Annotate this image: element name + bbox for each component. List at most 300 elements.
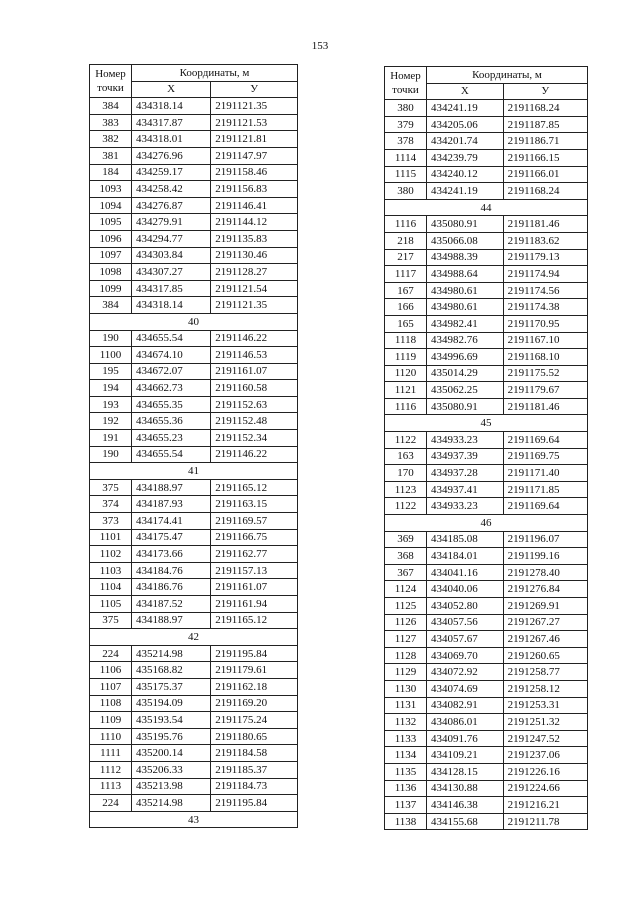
point-number: 378: [385, 133, 427, 150]
y-coordinate: 2191171.40: [503, 465, 587, 482]
x-coordinate: 434074.69: [427, 680, 504, 697]
x-coordinate: 435206.33: [132, 761, 211, 778]
table-row: [385, 647, 588, 664]
x-coordinate: 434239.79: [427, 149, 504, 166]
point-number: 1111: [90, 745, 132, 762]
table-row: [385, 299, 588, 316]
table-row: [90, 662, 298, 679]
table-row: [385, 598, 588, 615]
table-row: [385, 813, 588, 830]
y-coordinate: 2191196.07: [503, 531, 587, 548]
table-row: [385, 133, 588, 150]
table-row: [90, 612, 298, 629]
y-coordinate: 2191174.94: [503, 266, 587, 283]
point-number: 1108: [90, 695, 132, 712]
table-row: [385, 697, 588, 714]
table-row: [385, 531, 588, 548]
table-row: [90, 147, 298, 164]
x-coordinate: 434655.36: [132, 413, 211, 430]
y-coordinate: 2191171.85: [503, 481, 587, 498]
y-coordinate: 2191168.24: [503, 100, 587, 117]
x-coordinate: 434069.70: [427, 647, 504, 664]
x-coordinate: 434933.23: [427, 432, 504, 449]
y-coordinate: 2191199.16: [503, 548, 587, 565]
y-coordinate: 2191152.48: [211, 413, 298, 430]
x-coordinate: 434318.01: [132, 131, 211, 148]
point-number: 1118: [385, 332, 427, 349]
y-coordinate: 2191258.77: [503, 664, 587, 681]
y-coordinate: 2191258.12: [503, 680, 587, 697]
table-row: [90, 297, 298, 314]
table-row: [385, 548, 588, 565]
x-coordinate: 435195.76: [132, 728, 211, 745]
table-row: [385, 780, 588, 797]
y-coordinate: 2191165.12: [211, 612, 298, 629]
y-coordinate: 2191161.07: [211, 579, 298, 596]
x-coordinate: 434184.76: [132, 562, 211, 579]
table-row: [90, 98, 298, 115]
point-number: 163: [385, 448, 427, 465]
x-coordinate: 434175.47: [132, 529, 211, 546]
y-coordinate: 2191174.38: [503, 299, 587, 316]
y-coordinate: 2191161.07: [211, 363, 298, 380]
y-coordinate: 2191184.73: [211, 778, 298, 795]
y-coordinate: 2191179.13: [503, 249, 587, 266]
section-number: 46: [385, 515, 588, 532]
point-number: 1122: [385, 498, 427, 515]
y-coordinate: 2191278.40: [503, 564, 587, 581]
x-coordinate: 434996.69: [427, 349, 504, 366]
header-coordinates: Координаты, м: [132, 65, 298, 82]
section-number: 41: [90, 463, 298, 480]
y-coordinate: 2191146.22: [211, 446, 298, 463]
y-coordinate: 2191121.35: [211, 297, 298, 314]
point-number: 184: [90, 164, 132, 181]
point-number: 1097: [90, 247, 132, 264]
x-coordinate: 434072.92: [427, 664, 504, 681]
point-number: 218: [385, 232, 427, 249]
y-coordinate: 2191146.41: [211, 197, 298, 214]
point-number: 1101: [90, 529, 132, 546]
table-row: [90, 380, 298, 397]
table-row: [385, 481, 588, 498]
table-row: [90, 230, 298, 247]
y-coordinate: 2191156.83: [211, 181, 298, 198]
y-coordinate: 2191181.46: [503, 216, 587, 233]
header-y: У: [211, 81, 298, 98]
table-row: [385, 382, 588, 399]
point-number: 170: [385, 465, 427, 482]
x-coordinate: 434086.01: [427, 714, 504, 731]
point-number: 1129: [385, 664, 427, 681]
y-coordinate: 2191130.46: [211, 247, 298, 264]
section-number: 40: [90, 313, 298, 330]
point-number: 191: [90, 430, 132, 447]
x-coordinate: 434146.38: [427, 797, 504, 814]
y-coordinate: 2191169.75: [503, 448, 587, 465]
x-coordinate: 434109.21: [427, 747, 504, 764]
point-number: 379: [385, 116, 427, 133]
table-row: [90, 330, 298, 347]
x-coordinate: 434128.15: [427, 763, 504, 780]
x-coordinate: 434303.84: [132, 247, 211, 264]
table-row: [90, 214, 298, 231]
y-coordinate: 2191161.94: [211, 596, 298, 613]
table-row: [90, 529, 298, 546]
point-number: 369: [385, 531, 427, 548]
point-number: 1126: [385, 614, 427, 631]
x-coordinate: 434982.76: [427, 332, 504, 349]
y-coordinate: 2191251.32: [503, 714, 587, 731]
x-coordinate: 434662.73: [132, 380, 211, 397]
section-number: 44: [385, 199, 588, 216]
x-coordinate: 434130.88: [427, 780, 504, 797]
x-coordinate: 435175.37: [132, 678, 211, 695]
y-coordinate: 2191237.06: [503, 747, 587, 764]
point-number: 384: [90, 297, 132, 314]
table-row: [90, 761, 298, 778]
point-number: 1125: [385, 598, 427, 615]
point-number: 1123: [385, 481, 427, 498]
table-row: [385, 465, 588, 482]
table-row: [90, 430, 298, 447]
y-coordinate: 2191195.84: [211, 795, 298, 812]
x-coordinate: 434655.35: [132, 396, 211, 413]
point-number: 1105: [90, 596, 132, 613]
x-coordinate: 434201.74: [427, 133, 504, 150]
table-row: [90, 347, 298, 364]
table-row: [90, 645, 298, 662]
point-number: 165: [385, 315, 427, 332]
section-row: [385, 199, 588, 216]
point-number: 1128: [385, 647, 427, 664]
y-coordinate: 2191166.01: [503, 166, 587, 183]
point-number: 373: [90, 513, 132, 530]
table-row: [385, 398, 588, 415]
x-coordinate: 434241.19: [427, 183, 504, 200]
x-coordinate: 435066.08: [427, 232, 504, 249]
y-coordinate: 2191147.97: [211, 147, 298, 164]
point-number: 380: [385, 100, 427, 117]
y-coordinate: 2191175.24: [211, 712, 298, 729]
point-number: 1115: [385, 166, 427, 183]
table-row: [385, 116, 588, 133]
x-coordinate: 435193.54: [132, 712, 211, 729]
x-coordinate: 434980.61: [427, 299, 504, 316]
y-coordinate: 2191185.37: [211, 761, 298, 778]
point-number: 1106: [90, 662, 132, 679]
point-number: 384: [90, 98, 132, 115]
point-number: 192: [90, 413, 132, 430]
table-row: [385, 166, 588, 183]
x-coordinate: 434185.08: [427, 531, 504, 548]
table-row: [385, 149, 588, 166]
x-coordinate: 434258.42: [132, 181, 211, 198]
table-row: [90, 280, 298, 297]
point-number: 1124: [385, 581, 427, 598]
point-number: 380: [385, 183, 427, 200]
y-coordinate: 2191179.61: [211, 662, 298, 679]
y-coordinate: 2191162.77: [211, 546, 298, 563]
table-row: [385, 498, 588, 515]
table-row: [90, 579, 298, 596]
table-row: [385, 448, 588, 465]
table-row: [90, 795, 298, 812]
x-coordinate: 434188.97: [132, 612, 211, 629]
table-row: [90, 496, 298, 513]
point-number: 1102: [90, 546, 132, 563]
header-coordinates: Координаты, м: [427, 67, 588, 84]
x-coordinate: 434188.97: [132, 479, 211, 496]
point-number: 1100: [90, 347, 132, 364]
table-row: [90, 197, 298, 214]
point-number: 1096: [90, 230, 132, 247]
y-coordinate: 2191269.91: [503, 598, 587, 615]
y-coordinate: 2191175.52: [503, 365, 587, 382]
point-number: 1120: [385, 365, 427, 382]
x-coordinate: 434052.80: [427, 598, 504, 615]
point-number: 1112: [90, 761, 132, 778]
table-row: [385, 614, 588, 631]
x-coordinate: 434155.68: [427, 813, 504, 830]
table-row: [90, 728, 298, 745]
table-row: [90, 546, 298, 563]
table-row: [90, 778, 298, 795]
header-point-number: [385, 67, 427, 100]
y-coordinate: 2191195.84: [211, 645, 298, 662]
table-row: [90, 745, 298, 762]
point-number: 1095: [90, 214, 132, 231]
x-coordinate: 435194.09: [132, 695, 211, 712]
y-coordinate: 2191121.35: [211, 98, 298, 115]
header-point-number: [90, 65, 132, 98]
x-coordinate: 434982.41: [427, 315, 504, 332]
y-coordinate: 2191168.10: [503, 349, 587, 366]
y-coordinate: 2191163.15: [211, 496, 298, 513]
table-row: [90, 131, 298, 148]
y-coordinate: 2191216.21: [503, 797, 587, 814]
table-row: [90, 446, 298, 463]
x-coordinate: 434318.14: [132, 98, 211, 115]
table-row: [385, 730, 588, 747]
table-row: [90, 164, 298, 181]
section-number: 43: [90, 811, 298, 828]
x-coordinate: 435014.29: [427, 365, 504, 382]
point-number: 381: [90, 147, 132, 164]
table-body-right: [385, 100, 588, 830]
table-row: [385, 282, 588, 299]
y-coordinate: 2191166.15: [503, 149, 587, 166]
x-coordinate: 434937.41: [427, 481, 504, 498]
table-row: [90, 513, 298, 530]
point-number: 1113: [90, 778, 132, 795]
header-x: X: [427, 83, 504, 100]
point-number: 224: [90, 795, 132, 812]
x-coordinate: 434937.39: [427, 448, 504, 465]
section-row: [90, 629, 298, 646]
x-coordinate: 434041.16: [427, 564, 504, 581]
table-row: [385, 315, 588, 332]
y-coordinate: 2191121.54: [211, 280, 298, 297]
point-number: 217: [385, 249, 427, 266]
x-coordinate: 434317.87: [132, 114, 211, 131]
header-number-line2: точки: [97, 82, 124, 95]
point-number: 1138: [385, 813, 427, 830]
y-coordinate: 2191260.65: [503, 647, 587, 664]
section-row: [90, 463, 298, 480]
section-row: [385, 415, 588, 432]
x-coordinate: 434655.23: [132, 430, 211, 447]
point-number: 1104: [90, 579, 132, 596]
point-number: 1127: [385, 631, 427, 648]
x-coordinate: 434318.14: [132, 297, 211, 314]
x-coordinate: 434240.12: [427, 166, 504, 183]
table-row: [90, 114, 298, 131]
x-coordinate: 435214.98: [132, 795, 211, 812]
table-row: [90, 181, 298, 198]
table-row: [385, 349, 588, 366]
x-coordinate: 435168.82: [132, 662, 211, 679]
y-coordinate: 2191276.84: [503, 581, 587, 598]
x-coordinate: 434933.23: [427, 498, 504, 515]
y-coordinate: 2191121.81: [211, 131, 298, 148]
y-coordinate: 2191168.24: [503, 183, 587, 200]
point-number: 1121: [385, 382, 427, 399]
x-coordinate: 435200.14: [132, 745, 211, 762]
y-coordinate: 2191211.78: [503, 813, 587, 830]
table-row: [385, 365, 588, 382]
table-row: [385, 332, 588, 349]
x-coordinate: 434082.91: [427, 697, 504, 714]
x-coordinate: 434184.01: [427, 548, 504, 565]
point-number: 1114: [385, 149, 427, 166]
x-coordinate: 434057.56: [427, 614, 504, 631]
point-number: 375: [90, 479, 132, 496]
x-coordinate: 434988.64: [427, 266, 504, 283]
table-row: [385, 797, 588, 814]
point-number: 193: [90, 396, 132, 413]
y-coordinate: 2191187.85: [503, 116, 587, 133]
table-row: [90, 695, 298, 712]
x-coordinate: 434241.19: [427, 100, 504, 117]
point-number: 1130: [385, 680, 427, 697]
table-row: [90, 363, 298, 380]
table-row: [385, 581, 588, 598]
header-number-line1: Номер: [390, 70, 421, 83]
x-coordinate: 434205.06: [427, 116, 504, 133]
x-coordinate: 434187.93: [132, 496, 211, 513]
table-row: [385, 183, 588, 200]
x-coordinate: 435080.91: [427, 398, 504, 415]
point-number: 1131: [385, 697, 427, 714]
point-number: 367: [385, 564, 427, 581]
point-number: 1116: [385, 398, 427, 415]
x-coordinate: 434173.66: [132, 546, 211, 563]
section-number: 45: [385, 415, 588, 432]
table-row: [90, 678, 298, 695]
x-coordinate: 434186.76: [132, 579, 211, 596]
x-coordinate: 434307.27: [132, 264, 211, 281]
y-coordinate: 2191157.13: [211, 562, 298, 579]
table-row: [90, 479, 298, 496]
y-coordinate: 2191184.58: [211, 745, 298, 762]
point-number: 382: [90, 131, 132, 148]
table-row: [90, 596, 298, 613]
y-coordinate: 2191226.16: [503, 763, 587, 780]
point-number: 383: [90, 114, 132, 131]
table-row: [385, 249, 588, 266]
y-coordinate: 2191183.62: [503, 232, 587, 249]
table-row: [385, 216, 588, 233]
point-number: 1098: [90, 264, 132, 281]
y-coordinate: 2191158.46: [211, 164, 298, 181]
x-coordinate: 434655.54: [132, 446, 211, 463]
x-coordinate: 434294.77: [132, 230, 211, 247]
y-coordinate: 2191146.53: [211, 347, 298, 364]
x-coordinate: 434937.28: [427, 465, 504, 482]
coordinates-table-right: [384, 66, 588, 830]
point-number: 1134: [385, 747, 427, 764]
x-coordinate: 434655.54: [132, 330, 211, 347]
y-coordinate: 2191162.18: [211, 678, 298, 695]
table-row: [385, 432, 588, 449]
table-row: [385, 747, 588, 764]
x-coordinate: 434988.39: [427, 249, 504, 266]
x-coordinate: 434187.52: [132, 596, 211, 613]
x-coordinate: 435062.25: [427, 382, 504, 399]
point-number: 190: [90, 330, 132, 347]
point-number: 1136: [385, 780, 427, 797]
x-coordinate: 435080.91: [427, 216, 504, 233]
table-row: [385, 763, 588, 780]
table-row: [385, 232, 588, 249]
table-row: [90, 712, 298, 729]
point-number: 1132: [385, 714, 427, 731]
header-y: У: [503, 83, 587, 100]
point-number: 1135: [385, 763, 427, 780]
table-row: [90, 562, 298, 579]
table-row: [90, 247, 298, 264]
y-coordinate: 2191167.10: [503, 332, 587, 349]
table-row: [385, 714, 588, 731]
y-coordinate: 2191253.31: [503, 697, 587, 714]
y-coordinate: 2191135.83: [211, 230, 298, 247]
point-number: 375: [90, 612, 132, 629]
x-coordinate: 434091.76: [427, 730, 504, 747]
point-number: 166: [385, 299, 427, 316]
y-coordinate: 2191166.75: [211, 529, 298, 546]
table-row: [385, 100, 588, 117]
point-number: 1133: [385, 730, 427, 747]
header-number-line1: Номер: [95, 68, 126, 81]
y-coordinate: 2191152.34: [211, 430, 298, 447]
y-coordinate: 2191180.65: [211, 728, 298, 745]
section-row: [385, 515, 588, 532]
y-coordinate: 2191181.46: [503, 398, 587, 415]
table-body-left: [90, 98, 298, 828]
point-number: 1094: [90, 197, 132, 214]
section-row: [90, 313, 298, 330]
x-coordinate: 434317.85: [132, 280, 211, 297]
x-coordinate: 434040.06: [427, 581, 504, 598]
header-x: X: [132, 81, 211, 98]
point-number: 224: [90, 645, 132, 662]
x-coordinate: 434674.10: [132, 347, 211, 364]
y-coordinate: 2191165.12: [211, 479, 298, 496]
point-number: 1119: [385, 349, 427, 366]
table-row: [90, 396, 298, 413]
page-number: 153: [311, 40, 329, 52]
